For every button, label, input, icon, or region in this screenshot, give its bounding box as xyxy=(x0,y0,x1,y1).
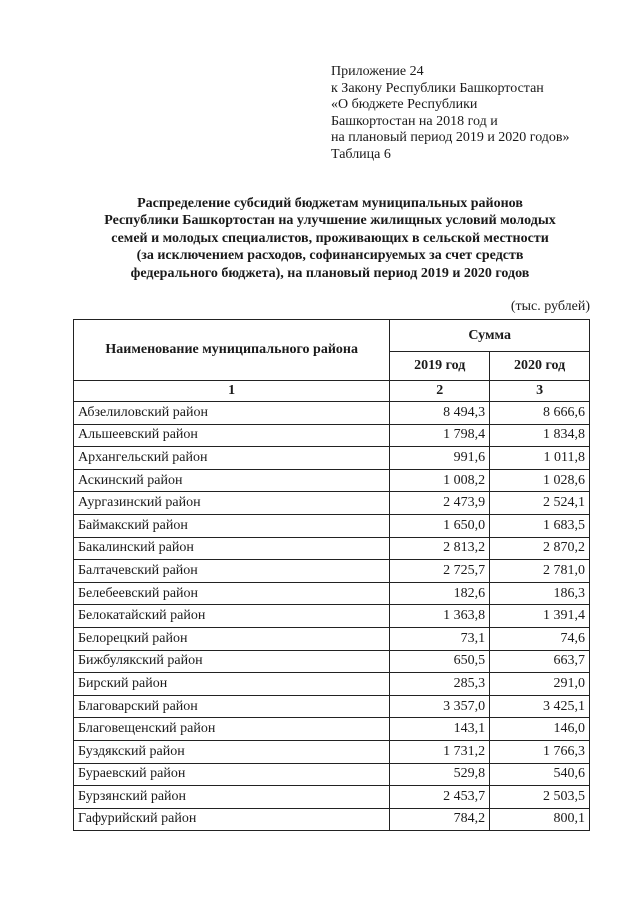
district-name-cell: Альшеевский район xyxy=(74,424,390,447)
value-2020-cell: 540,6 xyxy=(490,763,590,786)
table-row xyxy=(74,673,590,696)
table-row xyxy=(74,560,590,583)
table-row xyxy=(74,492,590,515)
value-2019-cell: 2 453,7 xyxy=(390,786,490,809)
column-number-3: 3 xyxy=(490,381,590,402)
table-row xyxy=(74,763,590,786)
header-sum: Сумма xyxy=(390,320,590,352)
table-row xyxy=(74,514,590,537)
value-2019-cell: 529,8 xyxy=(390,763,490,786)
table-row xyxy=(74,627,590,650)
appendix-line: к Закону Республики Башкортостан xyxy=(331,80,544,96)
value-2019-cell: 650,5 xyxy=(390,650,490,673)
table-row xyxy=(74,718,590,741)
district-name-cell: Аургазинский район xyxy=(74,492,390,515)
value-2019-cell: 2 813,2 xyxy=(390,537,490,560)
district-name-cell: Бураевский район xyxy=(74,763,390,786)
value-2020-cell: 1 834,8 xyxy=(490,424,590,447)
district-name-cell: Благоварский район xyxy=(74,695,390,718)
table-number: Таблица 6 xyxy=(331,146,391,162)
title-line: федерального бюджета), на плановый период 2019 и 2020 годов xyxy=(130,265,530,281)
value-2020-cell: 663,7 xyxy=(490,650,590,673)
value-2020-cell: 1 766,3 xyxy=(490,740,590,763)
district-name-cell: Бакалинский район xyxy=(74,537,390,560)
appendix-line: Башкортостан на 2018 год и xyxy=(331,113,498,129)
table-row xyxy=(74,650,590,673)
value-2020-cell: 8 666,6 xyxy=(490,402,590,425)
table-row xyxy=(74,740,590,763)
document-title xyxy=(70,195,590,282)
district-name-cell: Благовещенский район xyxy=(74,718,390,741)
district-name-cell: Белорецкий район xyxy=(74,627,390,650)
district-name-cell: Белебеевский район xyxy=(74,582,390,605)
units-label: (тыс. рублей) xyxy=(510,299,590,314)
value-2020-cell: 2 870,2 xyxy=(490,537,590,560)
district-name-cell: Балтачевский район xyxy=(74,560,390,583)
header-district-name: Наименование муниципального района xyxy=(74,320,390,381)
appendix-line: Приложение 24 xyxy=(331,64,424,79)
value-2020-cell: 146,0 xyxy=(490,718,590,741)
value-2020-cell: 2 503,5 xyxy=(490,786,590,809)
table-row xyxy=(74,695,590,718)
value-2019-cell: 1 363,8 xyxy=(390,605,490,628)
value-2019-cell: 991,6 xyxy=(390,447,490,470)
value-2019-cell: 8 494,3 xyxy=(390,402,490,425)
value-2020-cell: 1 028,6 xyxy=(490,469,590,492)
appendix-line: на плановый период 2019 и 2020 годов» xyxy=(331,130,570,146)
value-2020-cell: 800,1 xyxy=(490,808,590,831)
value-2019-cell: 73,1 xyxy=(390,627,490,650)
value-2020-cell: 1 683,5 xyxy=(490,514,590,537)
header-year-2020: 2020 год xyxy=(490,352,590,381)
value-2020-cell: 1 391,4 xyxy=(490,605,590,628)
table-row xyxy=(74,424,590,447)
table-row xyxy=(74,537,590,560)
district-name-cell: Аскинский район xyxy=(74,469,390,492)
district-name-cell: Гафурийский район xyxy=(74,808,390,831)
title-line: Республики Башкортостан на улучшение жилищных условий молодых xyxy=(104,213,556,229)
district-name-cell: Бурзянский район xyxy=(74,786,390,809)
district-name-cell: Баймакский район xyxy=(74,514,390,537)
appendix-note xyxy=(331,64,570,164)
value-2019-cell: 784,2 xyxy=(390,808,490,831)
value-2019-cell: 1 650,0 xyxy=(390,514,490,537)
district-name-cell: Буздякский район xyxy=(74,740,390,763)
value-2019-cell: 1 008,2 xyxy=(390,469,490,492)
value-2019-cell: 182,6 xyxy=(390,582,490,605)
title-line: (за исключением расходов, софинансируемых за счет средств xyxy=(136,248,524,264)
district-name-cell: Абзелиловский район xyxy=(74,402,390,425)
title-line: Распределение субсидий бюджетам муниципальных районов xyxy=(137,196,523,211)
value-2020-cell: 186,3 xyxy=(490,582,590,605)
appendix-line: «О бюджете Республики xyxy=(331,97,478,113)
value-2019-cell: 1 731,2 xyxy=(390,740,490,763)
table-row xyxy=(74,402,590,425)
district-name-cell: Архангельский район xyxy=(74,447,390,470)
column-number-1: 1 xyxy=(74,381,390,402)
value-2020-cell: 291,0 xyxy=(490,673,590,696)
title-line: семей и молодых специалистов, проживающих в сельской местности xyxy=(111,230,549,246)
value-2019-cell: 3 357,0 xyxy=(390,695,490,718)
table-row xyxy=(74,582,590,605)
value-2020-cell: 1 011,8 xyxy=(490,447,590,470)
value-2020-cell: 2 781,0 xyxy=(490,560,590,583)
value-2019-cell: 143,1 xyxy=(390,718,490,741)
table-row xyxy=(74,469,590,492)
value-2020-cell: 74,6 xyxy=(490,627,590,650)
table-row xyxy=(74,808,590,831)
table-row xyxy=(74,605,590,628)
district-name-cell: Бижбулякский район xyxy=(74,650,390,673)
value-2019-cell: 2 473,9 xyxy=(390,492,490,515)
table-row xyxy=(74,447,590,470)
header-year-2019: 2019 год xyxy=(390,352,490,381)
district-name-cell: Бирский район xyxy=(74,673,390,696)
table-row xyxy=(74,786,590,809)
column-number-2: 2 xyxy=(390,381,490,402)
value-2019-cell: 2 725,7 xyxy=(390,560,490,583)
table-body xyxy=(74,402,590,831)
district-name-cell: Белокатайский район xyxy=(74,605,390,628)
value-2020-cell: 3 425,1 xyxy=(490,695,590,718)
value-2019-cell: 1 798,4 xyxy=(390,424,490,447)
value-2020-cell: 2 524,1 xyxy=(490,492,590,515)
value-2019-cell: 285,3 xyxy=(390,673,490,696)
subsidy-table xyxy=(73,319,590,831)
